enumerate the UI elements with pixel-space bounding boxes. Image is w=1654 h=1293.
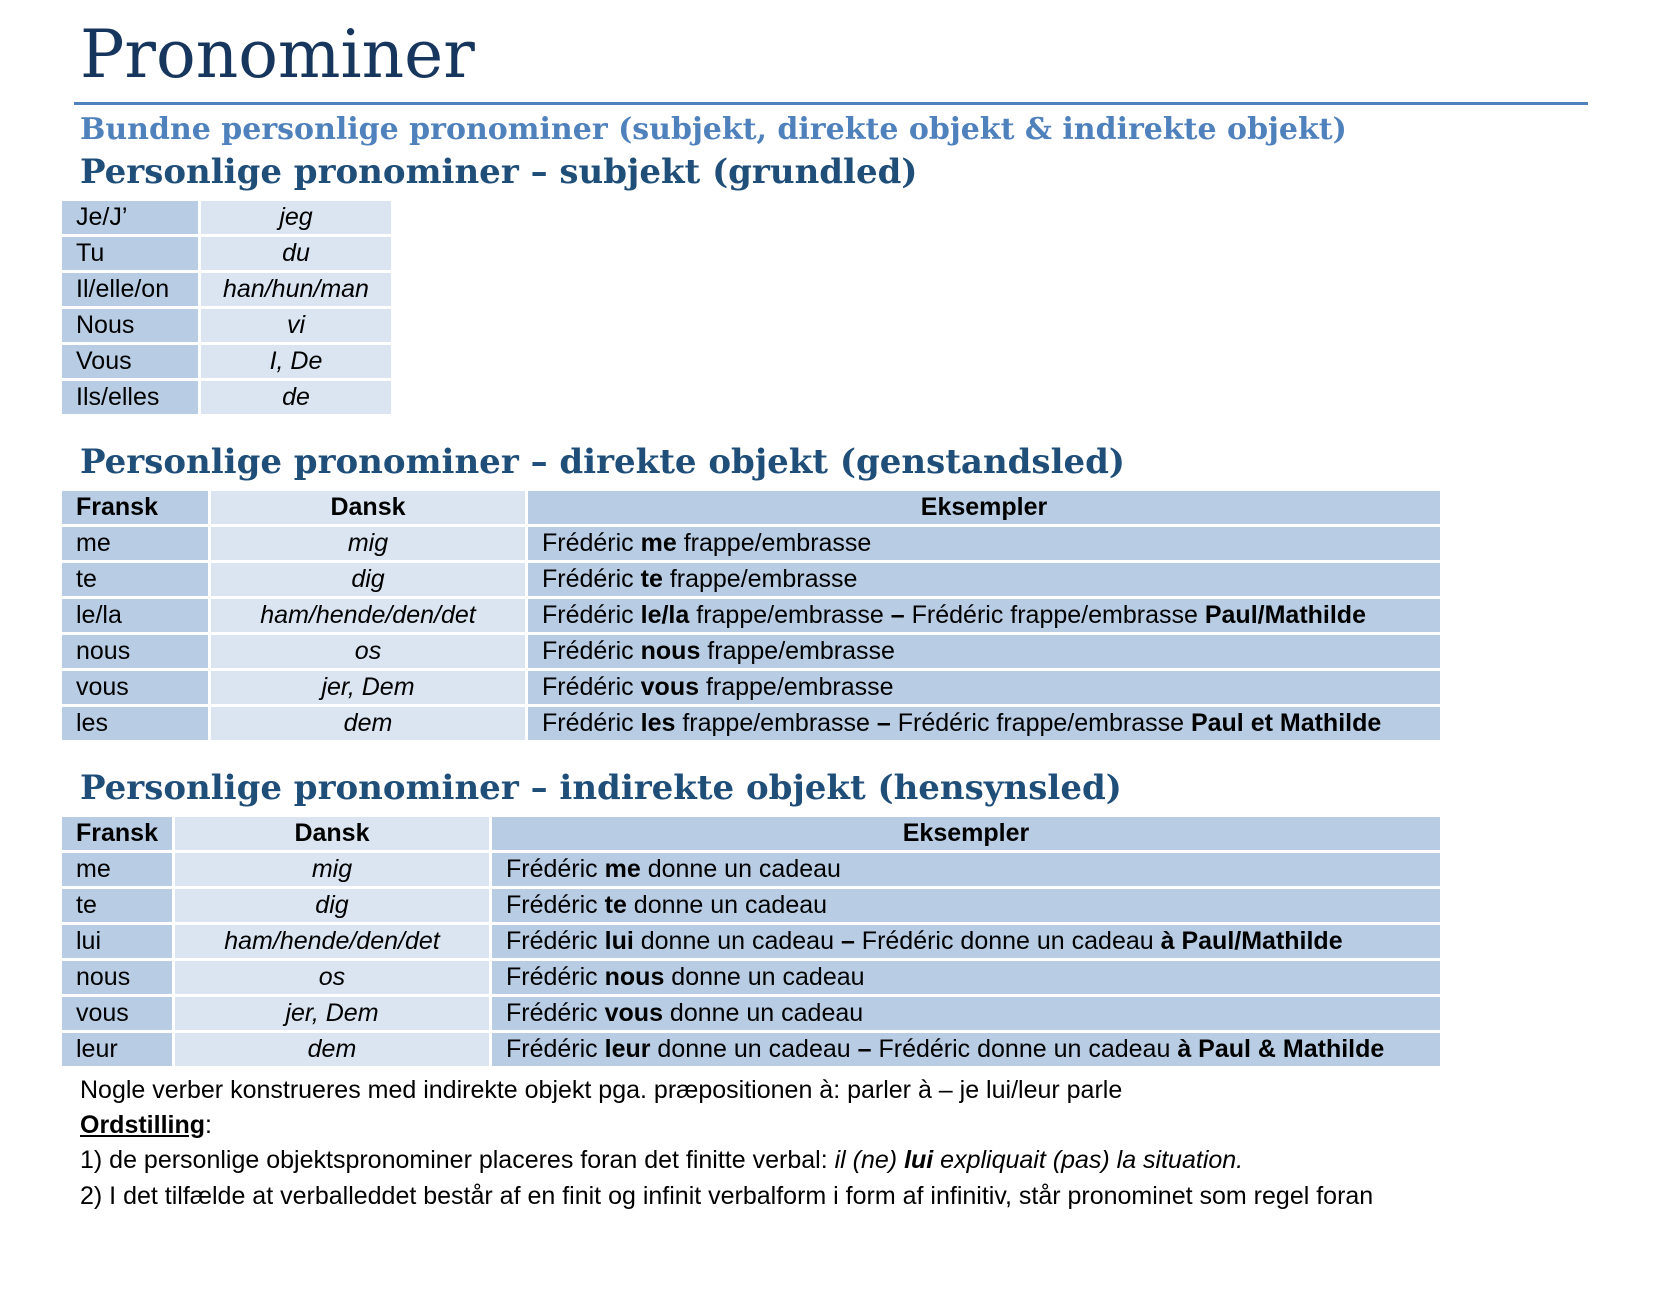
indirect-object-table <box>59 814 1443 1069</box>
table-row <box>62 671 1440 704</box>
col-header-fransk: Fransk <box>62 817 172 850</box>
cell-fransk: Il/elle/on <box>62 273 198 306</box>
cell-dansk: I, De <box>201 345 391 378</box>
table-row <box>62 853 1440 886</box>
ordstilling-colon: : <box>205 1111 212 1139</box>
cell-eksempel <box>492 961 1440 994</box>
table-row <box>62 599 1440 632</box>
note-text: Nogle verber konstrueres med indirekte objekt pga. præpositionen à: parler à – je lui/leur parle <box>80 1076 1123 1104</box>
cell-eksempel <box>492 853 1440 886</box>
example-verb: donne un cadeau <box>650 1035 858 1063</box>
cell-fransk: Nous <box>62 309 198 342</box>
ordstilling-rule-2: 2) I det tilfælde at verballeddet består af en finit og infinit verbalform i form af infinitiv, står pronominet som regel foran <box>80 1182 1374 1210</box>
cell-eksempel <box>528 527 1440 560</box>
example-prefix: Frédéric <box>542 565 641 593</box>
ordstilling-label: Ordstilling <box>80 1111 205 1139</box>
cell-dansk: han/hun/man <box>201 273 391 306</box>
example-alternative: Frédéric donne un cadeau <box>861 927 1161 955</box>
ordstilling-heading <box>80 1108 212 1142</box>
ordstilling-rule-1 <box>80 1143 1243 1177</box>
example-pronoun: les <box>640 709 676 737</box>
example-pronoun: lui <box>604 927 634 955</box>
example-verb: frappe/embrasse <box>700 637 895 665</box>
example-pronoun: me <box>604 855 641 883</box>
example-noun: Paul/Mathilde <box>1204 601 1366 629</box>
cell-fransk: me <box>62 527 208 560</box>
cell-eksempel <box>528 671 1440 704</box>
example-verb: donne un cadeau <box>662 999 864 1027</box>
example-pronoun: vous <box>640 673 699 701</box>
rule-1-example-b: lui <box>904 1146 934 1174</box>
example-pronoun: me <box>640 529 677 557</box>
cell-fransk: Je/J’ <box>62 201 198 234</box>
example-dash: – <box>840 927 862 955</box>
example-pronoun: le/la <box>640 601 690 629</box>
example-verb: frappe/embrasse <box>662 565 858 593</box>
table-row <box>62 997 1440 1030</box>
example-dash: – <box>890 601 912 629</box>
subject-table <box>59 198 394 417</box>
example-alternative: Frédéric frappe/embrasse <box>897 709 1191 737</box>
cell-fransk: leur <box>62 1033 172 1066</box>
example-verb: donne un cadeau <box>664 963 865 991</box>
table-row <box>62 925 1440 958</box>
cell-eksempel <box>528 563 1440 596</box>
example-verb: donne un cadeau <box>633 927 841 955</box>
example-verb: frappe/embrasse <box>699 673 894 701</box>
example-verb: frappe/embrasse <box>689 601 891 629</box>
example-prefix: Frédéric <box>542 673 641 701</box>
cell-dansk: du <box>201 237 391 270</box>
table-header-row <box>62 817 1440 850</box>
example-dash: – <box>876 709 898 737</box>
table-row <box>62 345 391 378</box>
cell-fransk: le/la <box>62 599 208 632</box>
table-row <box>62 707 1440 740</box>
cell-fransk: te <box>62 889 172 922</box>
col-header-eksempler: Eksempler <box>492 817 1440 850</box>
cell-eksempel <box>492 1033 1440 1066</box>
table-row <box>62 563 1440 596</box>
example-noun: Paul et Mathilde <box>1190 709 1382 737</box>
example-verb: frappe/embrasse <box>675 709 877 737</box>
example-prefix: Frédéric <box>505 855 605 883</box>
col-header-eksempler: Eksempler <box>528 491 1440 524</box>
cell-dansk: jeg <box>201 201 391 234</box>
table-row <box>62 309 391 342</box>
example-alternative: Frédéric donne un cadeau <box>878 1035 1178 1063</box>
table-row <box>62 237 391 270</box>
cell-dansk: ham/hende/den/det <box>175 925 489 958</box>
example-prefix: Frédéric <box>542 529 641 557</box>
example-pronoun: te <box>604 891 627 919</box>
table-row <box>62 961 1440 994</box>
cell-fransk: Ils/elles <box>62 381 198 414</box>
cell-dansk: mig <box>211 527 525 560</box>
cell-eksempel <box>528 599 1440 632</box>
example-pronoun: nous <box>640 637 701 665</box>
example-pronoun: vous <box>604 999 663 1027</box>
cell-fransk: nous <box>62 635 208 668</box>
rule-1-text: 1) de personlige objektspronominer placeres foran det finitte verbal: <box>80 1146 835 1174</box>
example-prefix: Frédéric <box>542 709 641 737</box>
example-pronoun: leur <box>604 1035 651 1063</box>
example-pronoun: nous <box>604 963 665 991</box>
col-header-dansk: Dansk <box>211 491 525 524</box>
cell-dansk: dig <box>211 563 525 596</box>
cell-dansk: jer, Dem <box>211 671 525 704</box>
cell-eksempel <box>492 997 1440 1030</box>
cell-fransk: lui <box>62 925 172 958</box>
direct-object-heading: Personlige pronominer – direkte objekt (genstandsled) <box>80 442 1125 482</box>
example-prefix: Frédéric <box>505 999 605 1027</box>
table-row <box>62 889 1440 922</box>
cell-dansk: dem <box>175 1033 489 1066</box>
cell-fransk: Tu <box>62 237 198 270</box>
example-prefix: Frédéric <box>505 927 605 955</box>
cell-fransk: te <box>62 563 208 596</box>
cell-dansk: os <box>211 635 525 668</box>
cell-eksempel <box>528 635 1440 668</box>
example-noun: à Paul/Mathilde <box>1160 927 1343 955</box>
cell-fransk: vous <box>62 671 208 704</box>
indirect-object-heading: Personlige pronominer – indirekte objekt (hensynsled) <box>80 768 1122 808</box>
cell-dansk: mig <box>175 853 489 886</box>
cell-dansk: jer, Dem <box>175 997 489 1030</box>
cell-dansk: ham/hende/den/det <box>211 599 525 632</box>
example-noun: à Paul & Mathilde <box>1177 1035 1385 1063</box>
example-dash: – <box>857 1035 879 1063</box>
table-row <box>62 1033 1440 1066</box>
cell-fransk: les <box>62 707 208 740</box>
subtitle: Bundne personlige pronominer (subjekt, direkte objekt & indirekte objekt) <box>80 112 1347 147</box>
cell-eksempel <box>492 889 1440 922</box>
page-title: Pronominer <box>80 16 475 93</box>
table-row <box>62 527 1440 560</box>
rule-1-example-a: il (ne) <box>834 1146 905 1174</box>
cell-dansk: dig <box>175 889 489 922</box>
cell-dansk: dem <box>211 707 525 740</box>
example-prefix: Frédéric <box>542 637 641 665</box>
cell-eksempel <box>492 925 1440 958</box>
example-pronoun: te <box>640 565 663 593</box>
table-header-row <box>62 491 1440 524</box>
example-verb: frappe/embrasse <box>676 529 872 557</box>
direct-object-table <box>59 488 1443 743</box>
cell-dansk: vi <box>201 309 391 342</box>
cell-dansk: de <box>201 381 391 414</box>
example-prefix: Frédéric <box>505 1035 605 1063</box>
example-verb: donne un cadeau <box>626 891 828 919</box>
example-alternative: Frédéric frappe/embrasse <box>911 601 1205 629</box>
table-row <box>62 201 391 234</box>
example-prefix: Frédéric <box>542 601 641 629</box>
table-row <box>62 273 391 306</box>
rule-1-example-c: expliquait (pas) la situation. <box>933 1146 1244 1174</box>
example-verb: donne un cadeau <box>640 855 841 883</box>
cell-fransk: nous <box>62 961 172 994</box>
example-prefix: Frédéric <box>505 891 605 919</box>
table-row <box>62 635 1440 668</box>
cell-fransk: vous <box>62 997 172 1030</box>
subject-heading: Personlige pronominer – subjekt (grundled) <box>80 152 918 192</box>
title-divider <box>74 102 1588 105</box>
col-header-fransk: Fransk <box>62 491 208 524</box>
example-prefix: Frédéric <box>505 963 605 991</box>
cell-eksempel <box>528 707 1440 740</box>
col-header-dansk: Dansk <box>175 817 489 850</box>
cell-fransk: Vous <box>62 345 198 378</box>
cell-fransk: me <box>62 853 172 886</box>
table-row <box>62 381 391 414</box>
cell-dansk: os <box>175 961 489 994</box>
